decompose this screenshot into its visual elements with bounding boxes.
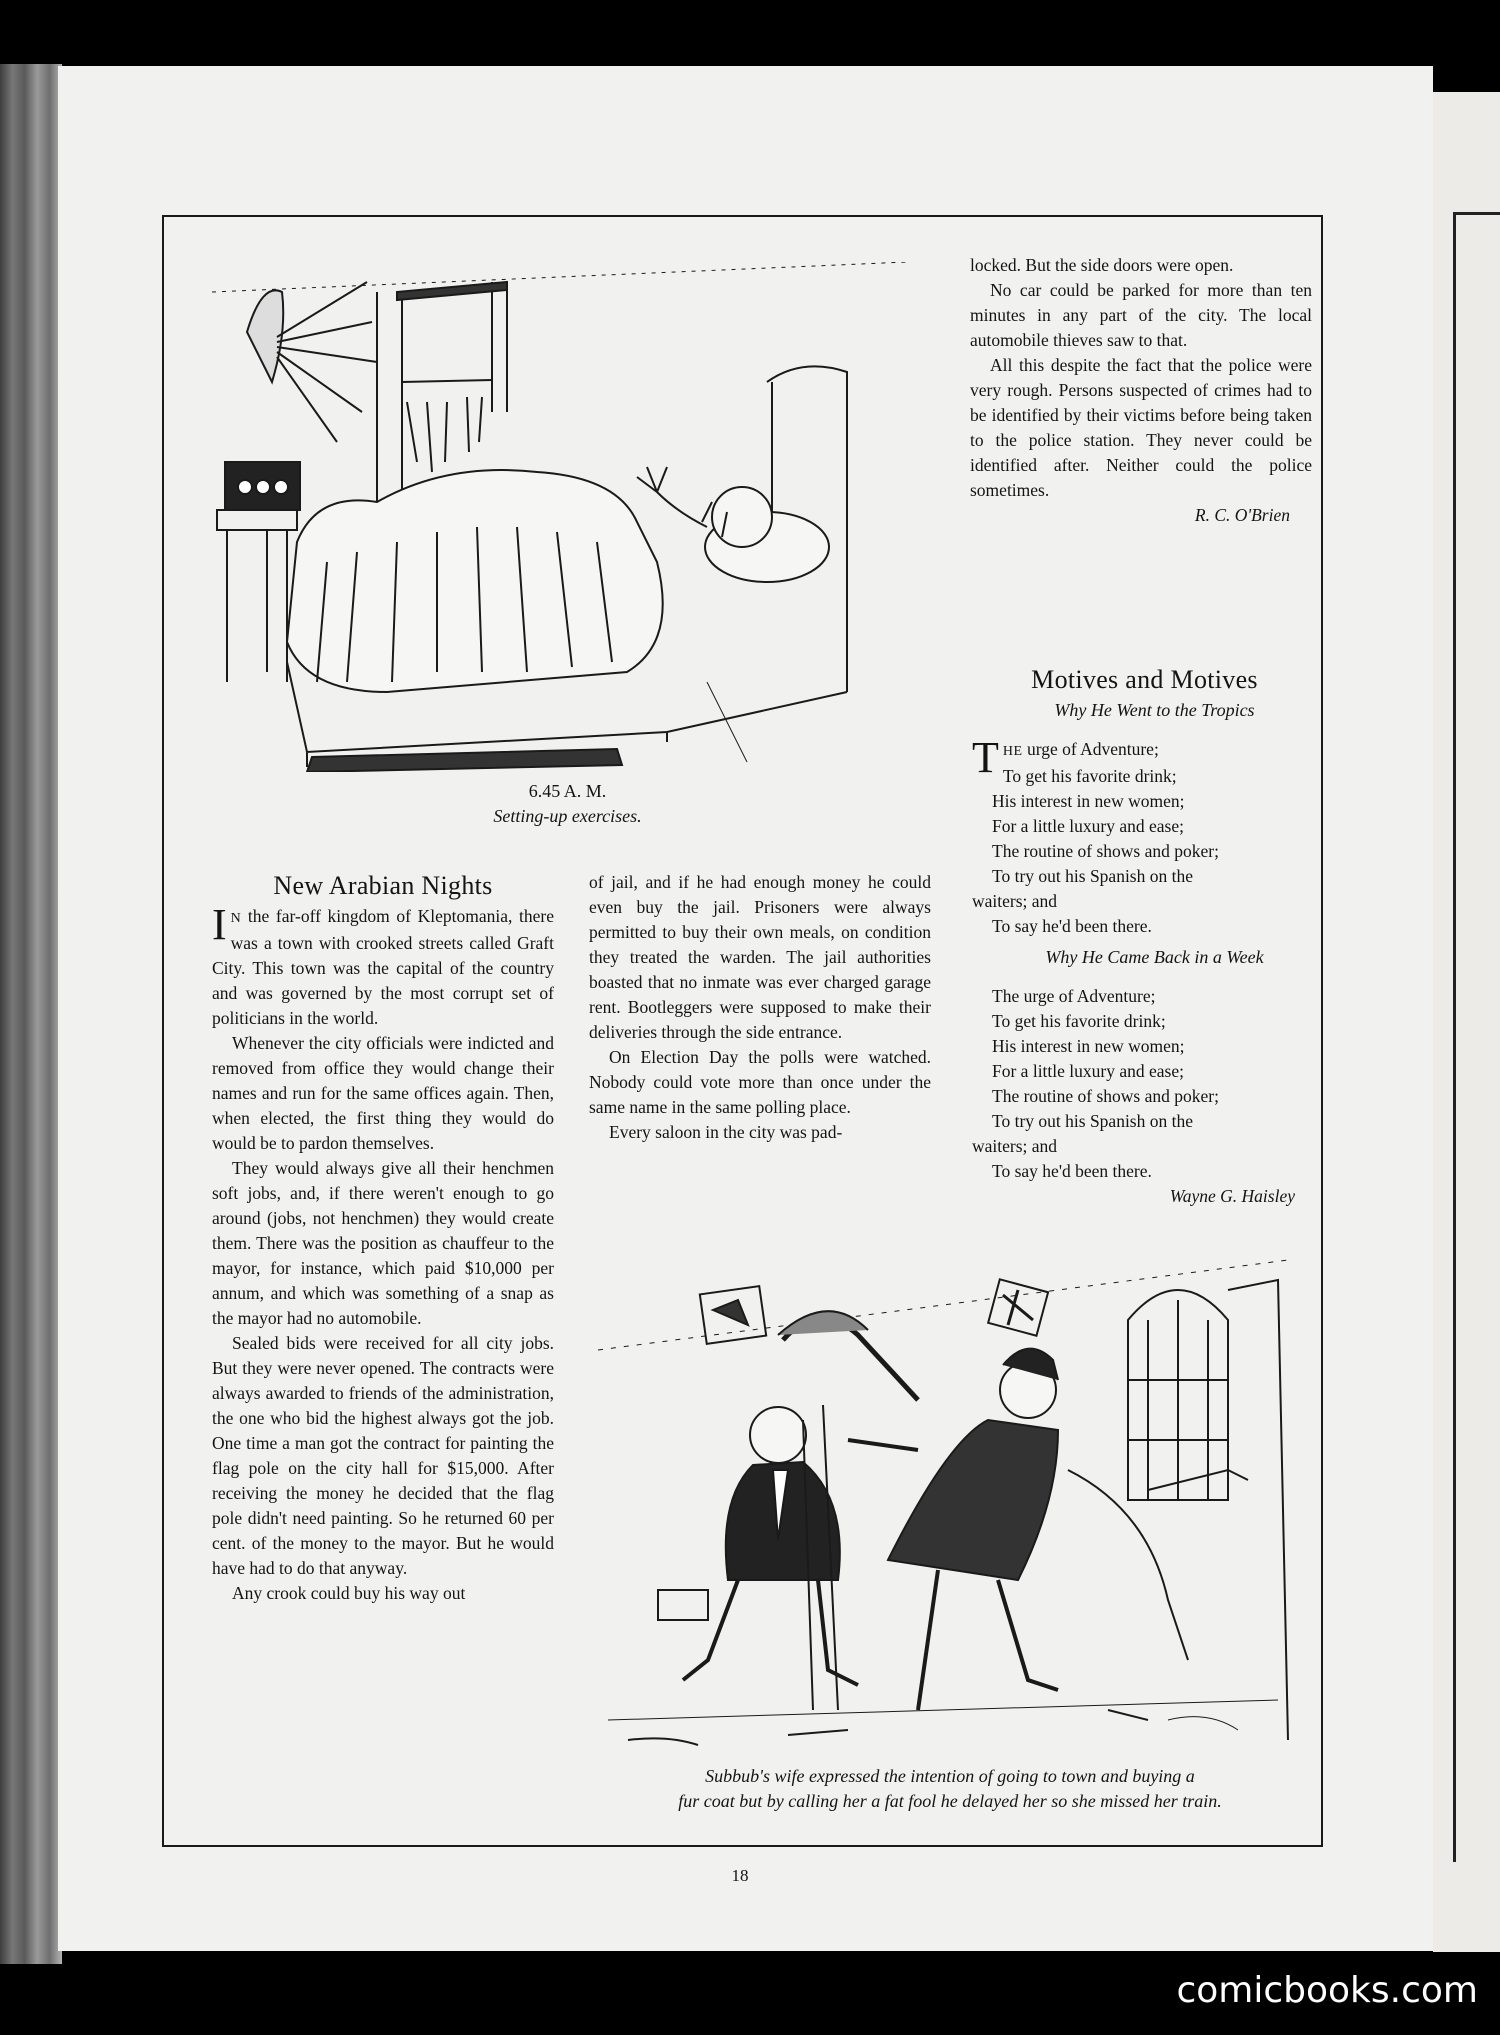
article-column-2 <box>589 870 931 1145</box>
caption-text: Setting-up exercises. <box>493 806 642 826</box>
poem-title: Motives and Motives <box>1031 665 1258 694</box>
poem-line: For a little luxury and ease; <box>992 1061 1184 1081</box>
article-paragraph <box>212 900 554 1031</box>
poem-line: To try out his Spanish on the <box>992 866 1193 886</box>
article-column-1 <box>212 873 554 1606</box>
article-author: R. C. O'Brien <box>1194 505 1290 525</box>
adjacent-page-rule <box>1453 212 1456 1862</box>
article-paragraph: On Election Day the polls were watched. Nobody could vote more than once under the same name in the same polling place. <box>589 1047 931 1117</box>
caption-line: fur coat but by calling her a fat fool he delayed her so she missed her train. <box>678 1791 1222 1811</box>
smallcaps-lead: HE <box>1002 744 1023 759</box>
site-watermark: comicbooks.com <box>1176 1970 1478 2011</box>
poem-subtitle-1: Why He Went to the Tropics <box>1054 700 1255 720</box>
poem-line: To say he'd been there. <box>992 916 1152 936</box>
book-spine <box>0 64 62 1964</box>
article-paragraph: Sealed bids were received for all city jobs. But they were never opened. The contracts were always awarded to friends of the administration, the one who bid the highest always got the job. One time a man got the contract for painting the flag pole on the city hall for $15,000. After receiving the money he decided that the flag pole didn't need painting. So he returned 60 per cent. of the money to the mayor. But he would have had to do that anyway. <box>212 1333 554 1578</box>
caption-line: Subbub's wife expressed the intention of going to town and buying a <box>705 1766 1195 1786</box>
drop-cap: I <box>212 900 227 949</box>
article-paragraph: of jail, and if he had enough money he could even buy the jail. Prisoners were always permitted to buy their own meals, on condition they treated the warden. The jail authorities boasted that no inmate was ever charged garage rent. Bootleggers were supposed to make their deliveries through the side entrance. <box>589 872 931 1042</box>
poem-author: Wayne G. Haisley <box>1169 1186 1295 1206</box>
poem-line: His interest in new women; <box>992 1036 1185 1056</box>
drop-cap: T <box>972 733 999 782</box>
caption-time: 6.45 A. M. <box>528 781 607 801</box>
poem-line: To try out his Spanish on the <box>992 1111 1193 1131</box>
article-paragraph: Every saloon in the city was pad- <box>609 1122 843 1142</box>
poem-line: The urge of Adventure; <box>992 986 1156 1006</box>
article-paragraph: Any crook could buy his way out <box>232 1583 466 1603</box>
poem-line: waiters; and <box>972 891 1058 911</box>
article-paragraph: They would always give all their henchmen soft jobs, and, if there weren't enough to go around (jobs, not henchmen) they would create them. There was the position as chauffeur to the mayor, for instance, which paid $10,000 per annum, and which was something of a snap as the mayor had no automobile. <box>212 1158 554 1328</box>
poem-line: For a little luxury and ease; <box>992 816 1184 836</box>
article-paragraph: No car could be parked for more than ten minutes in any part of the city. The local automobile thieves saw to that. <box>970 280 1312 350</box>
poem-line: To get his favorite drink; <box>1002 766 1177 786</box>
poem-line: To say he'd been there. <box>992 1161 1152 1181</box>
bottom-cartoon-caption <box>600 1764 1300 1814</box>
poem-line: To get his favorite drink; <box>992 1011 1166 1031</box>
article-column-3 <box>970 253 1312 528</box>
article-paragraph: Whenever the city officials were indicted and removed from office they would change their names and run for the same offices again. Then, when elected, the first thing they would do would be to pardon themselves. <box>212 1033 554 1153</box>
poem-line: His interest in new women; <box>992 791 1185 811</box>
cartoon-umbrella-illustration <box>588 1240 1293 1760</box>
poem-subtitle-2: Why He Came Back in a Week <box>1045 947 1264 967</box>
article-title: New Arabian Nights <box>273 871 493 900</box>
paragraph-text: the far-off kingdom of Kleptomania, there was a town with crooked streets called Graft City. This town was the capital of the country and was governed by the most corrupt set of politicians in the world. <box>212 906 554 1028</box>
cartoon-bedroom-illustration <box>207 262 947 772</box>
poem-line: The routine of shows and poker; <box>992 841 1219 861</box>
page-number: 18 <box>731 1866 749 1885</box>
article-paragraph: locked. But the side doors were open. <box>970 255 1234 275</box>
poem-line-text: urge of Adventure; <box>1026 739 1159 759</box>
poem-column <box>972 667 1317 1209</box>
poem-line: waiters; and <box>972 1136 1058 1156</box>
poem-line: The routine of shows and poker; <box>992 1086 1219 1106</box>
adjacent-page-edge <box>1433 92 1500 1952</box>
article-paragraph: All this despite the fact that the police were very rough. Persons suspected of crimes had to be identified by their victims before being taken to the police station. They never could be identified after. Neither could the police sometimes. <box>970 355 1312 500</box>
top-cartoon-caption <box>340 779 795 829</box>
adjacent-page-rule-top <box>1453 212 1500 215</box>
smallcaps-lead: N <box>230 911 242 926</box>
